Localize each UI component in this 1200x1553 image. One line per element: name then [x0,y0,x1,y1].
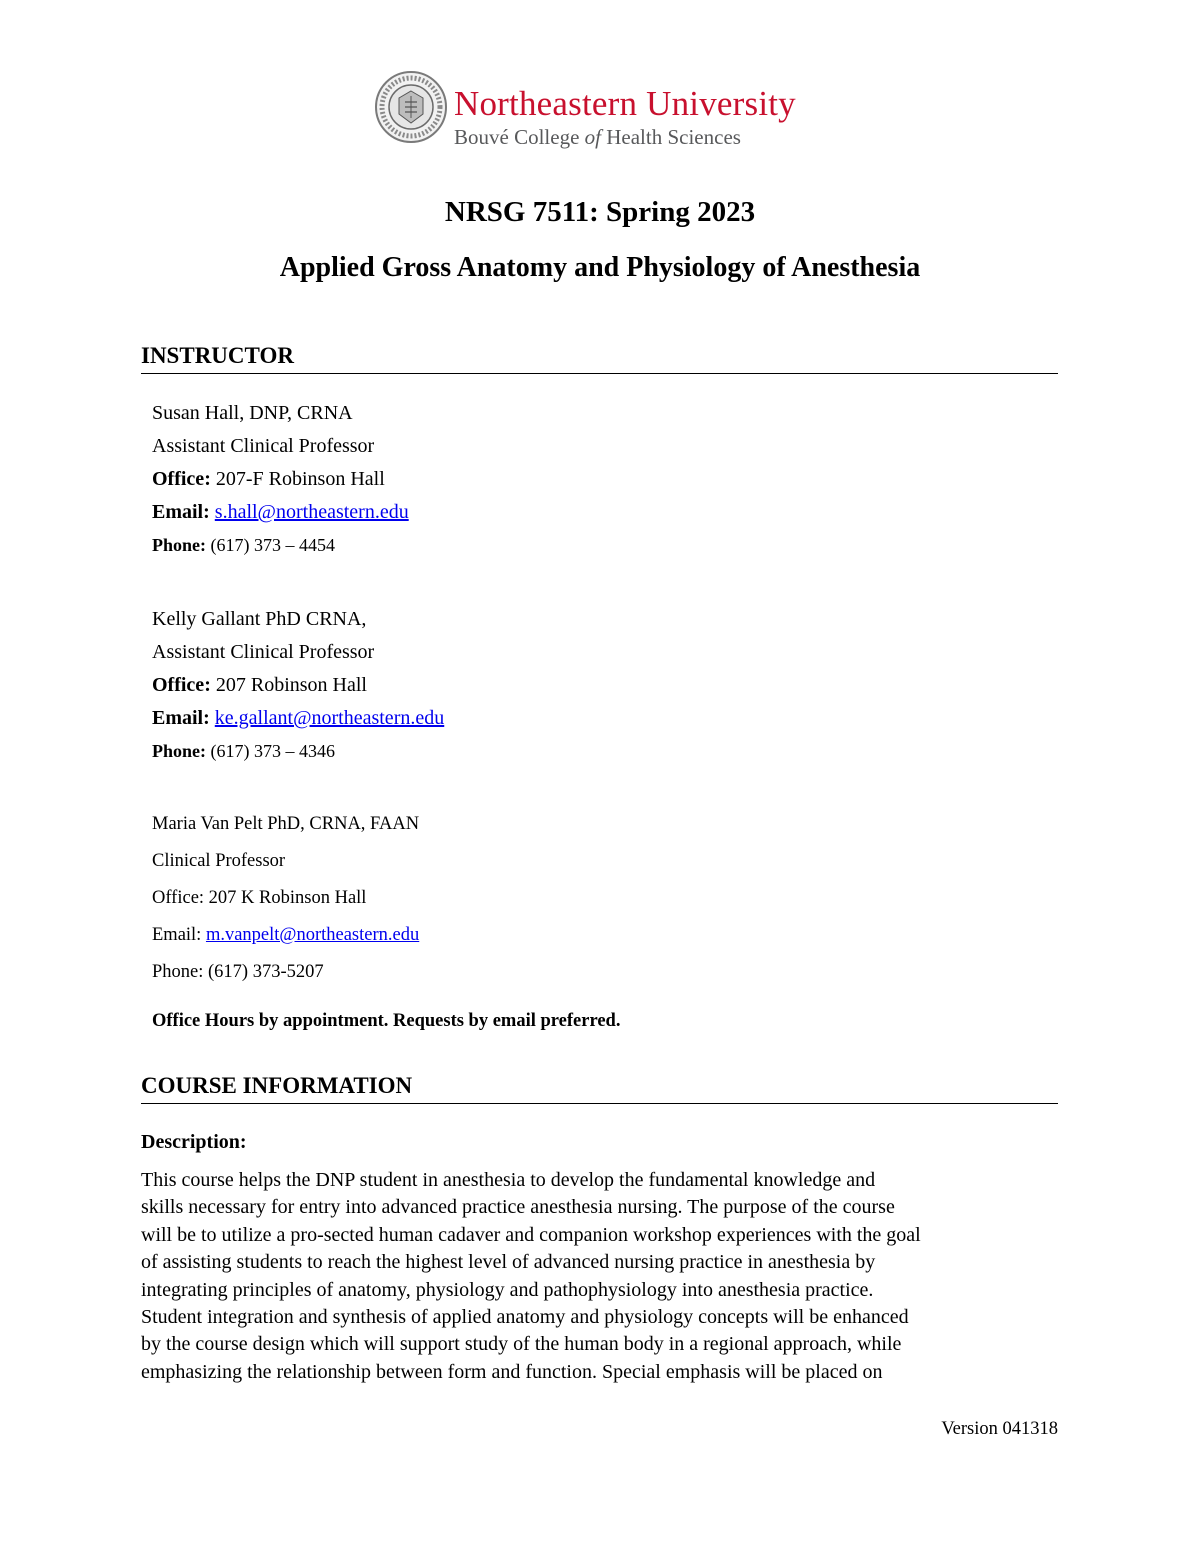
instructor-block [152,397,409,562]
instructor-heading: INSTRUCTOR [141,343,1058,374]
description-line: integrating principles of anatomy, physiology and pathophysiology into anesthesia practice. [141,1278,874,1301]
instructor-block [152,603,444,768]
course-code-term: NRSG 7511: Spring 2023 [444,196,756,228]
email-link[interactable]: ke.gallant@northeastern.edu [214,707,445,729]
instructor-office: Office: 207 K Robinson Hall [152,888,367,908]
instructor-role: Assistant Clinical Professor [152,641,375,663]
course-info-heading: COURSE INFORMATION [141,1073,1058,1104]
instructor-email: Email: m.vanpelt@northeastern.edu [152,925,420,945]
university-seal-icon [374,70,448,144]
description-line: Student integration and synthesis of applied anatomy and physiology concepts will be enhanced [141,1305,909,1328]
instructor-office: Office: 207 Robinson Hall [152,674,367,696]
description-line: This course helps the DNP student in anesthesia to develop the fundamental knowledge and [141,1169,876,1191]
description-line: by the course design which will support study of the human body in a regional approach, while [141,1333,902,1356]
instructor-phone: Phone: (617) 373 – 4346 [152,741,335,761]
instructor-name: Kelly Gallant PhD CRNA, [152,608,367,630]
description-line: will be to utilize a pro-sected human cadaver and companion workshop experiences with the goal [141,1223,921,1246]
instructor-email: Email: ke.gallant@northeastern.edu [152,707,445,729]
description-label: Description: [141,1131,247,1153]
description-line: emphasizing the relationship between form and function. Special emphasis will be placed on [141,1360,883,1383]
description-line: of assisting students to reach the highest level of advanced nursing practice in anesthesia by [141,1251,876,1274]
instructor-role: Clinical Professor [152,851,286,871]
instructor-office: Office: 207-F Robinson Hall [152,468,385,490]
instructor-role: Assistant Clinical Professor [152,435,375,457]
description-text [141,1167,1061,1386]
course-title: Applied Gross Anatomy and Physiology of Anesthesia [279,252,921,283]
instructor-name: Susan Hall, DNP, CRNA [152,402,353,424]
university-name: Northeastern University [454,84,796,123]
university-logo [374,70,834,154]
college-name: Bouvé College of Health Sciences [454,125,741,149]
description-line: skills necessary for entry into advanced practice anesthesia nursing. The purpose of the course [141,1196,895,1219]
instructor-phone: Phone: (617) 373-5207 [152,962,324,982]
email-link[interactable]: s.hall@northeastern.edu [214,501,409,523]
instructor-email: Email: s.hall@northeastern.edu [152,501,409,523]
instructor-phone: Phone: (617) 373 – 4454 [152,535,335,555]
instructor-block [152,806,419,991]
version-footer: Version 041318 [941,1419,1058,1439]
email-link[interactable]: m.vanpelt@northeastern.edu [205,925,420,945]
office-hours-note: Office Hours by appointment. Requests by email preferred. [152,1011,621,1031]
instructor-name: Maria Van Pelt PhD, CRNA, FAAN [152,814,420,834]
